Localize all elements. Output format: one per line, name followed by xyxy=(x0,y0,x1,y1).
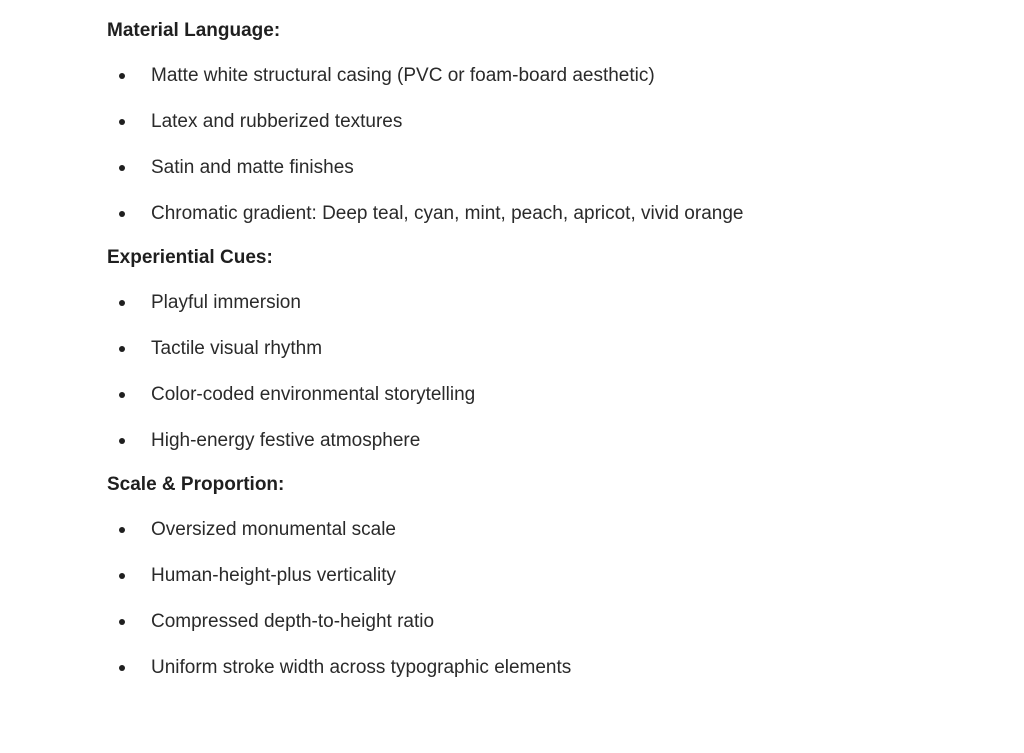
list-item xyxy=(107,372,987,418)
bullet-icon xyxy=(119,573,125,579)
list-item-text: High-energy festive atmosphere xyxy=(151,430,421,451)
bullet-icon xyxy=(119,300,125,306)
list-item xyxy=(107,553,987,599)
list-item xyxy=(107,280,987,326)
bullet-icon xyxy=(119,619,125,625)
bullet-icon xyxy=(119,211,125,217)
list-item-text: Playful immersion xyxy=(151,292,301,313)
bullet-icon xyxy=(119,165,125,171)
list-item-text: Oversized monumental scale xyxy=(151,519,396,540)
section-experiential-cues xyxy=(107,245,987,464)
list-item xyxy=(107,599,987,645)
section-scale-proportion xyxy=(107,472,987,691)
list-item xyxy=(107,507,987,553)
section-heading: Experiential Cues: xyxy=(107,247,273,268)
list-item-text: Human-height-plus verticality xyxy=(151,565,396,586)
bullet-list xyxy=(107,53,987,237)
section-heading: Material Language: xyxy=(107,20,281,41)
bullet-icon xyxy=(119,346,125,352)
list-item-text: Color-coded environmental storytelling xyxy=(151,384,476,405)
bullet-icon xyxy=(119,438,125,444)
list-item xyxy=(107,53,987,99)
bullet-icon xyxy=(119,665,125,671)
bullet-icon xyxy=(119,73,125,79)
section-material-language xyxy=(107,18,987,237)
list-item-text: Chromatic gradient: Deep teal, cyan, mint, peach, apricot, vivid orange xyxy=(151,203,744,224)
list-item xyxy=(107,326,987,372)
list-item-text: Satin and matte finishes xyxy=(151,157,354,178)
document-body xyxy=(107,18,987,691)
list-item xyxy=(107,99,987,145)
list-item-text: Latex and rubberized textures xyxy=(151,111,403,132)
bullet-icon xyxy=(119,392,125,398)
bullet-icon xyxy=(119,527,125,533)
bullet-icon xyxy=(119,119,125,125)
list-item-text: Matte white structural casing (PVC or foam-board aesthetic) xyxy=(151,65,655,86)
list-item-text: Tactile visual rhythm xyxy=(151,338,323,359)
list-item-text: Uniform stroke width across typographic elements xyxy=(151,657,572,678)
section-heading: Scale & Proportion: xyxy=(107,474,285,495)
list-item xyxy=(107,418,987,464)
list-item xyxy=(107,145,987,191)
list-item xyxy=(107,645,987,691)
list-item-text: Compressed depth-to-height ratio xyxy=(151,611,435,632)
bullet-list xyxy=(107,507,987,691)
list-item xyxy=(107,191,987,237)
bullet-list xyxy=(107,280,987,464)
